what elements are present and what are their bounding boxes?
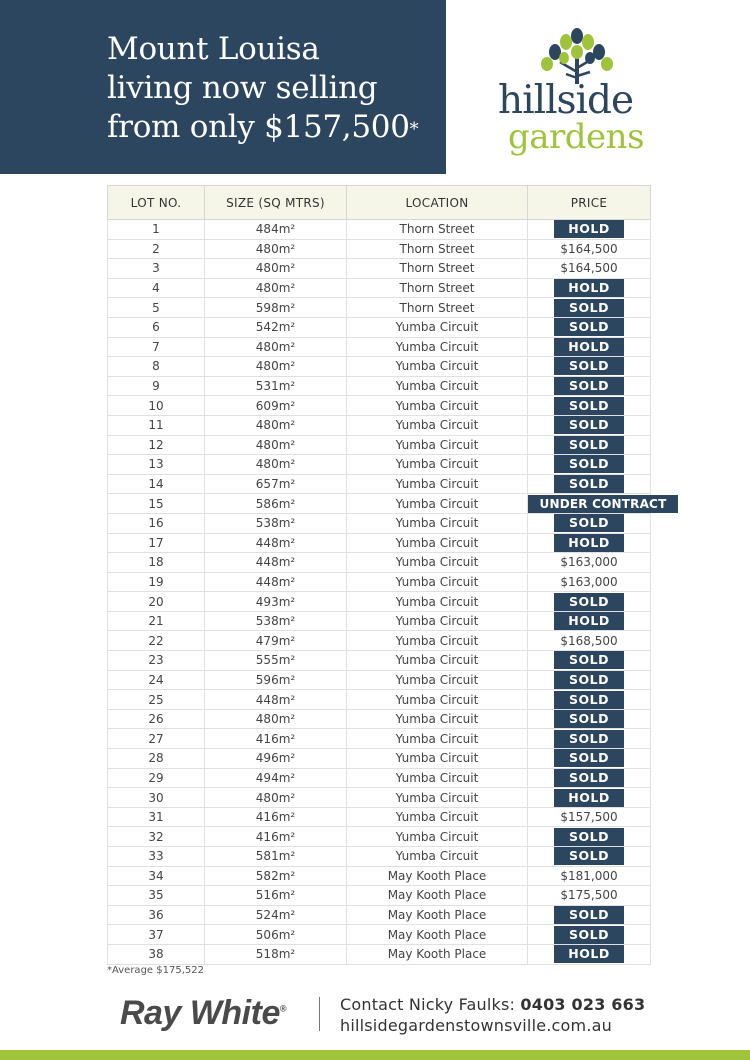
location-cell: May Kooth Place bbox=[347, 886, 528, 906]
location-cell: Yumba Circuit bbox=[347, 807, 528, 827]
table-row bbox=[108, 278, 651, 298]
status-badge: HOLD bbox=[554, 789, 624, 807]
status-badge: HOLD bbox=[554, 338, 624, 356]
status-badge: HOLD bbox=[554, 612, 624, 630]
status-badge: SOLD bbox=[554, 691, 624, 709]
table-row bbox=[108, 631, 651, 651]
status-badge: SOLD bbox=[554, 318, 624, 336]
table-row bbox=[108, 474, 651, 494]
size-cell: 609m² bbox=[205, 396, 347, 416]
price-cell bbox=[528, 788, 651, 808]
ray-white-text: Ray White bbox=[120, 994, 280, 1032]
price-cell bbox=[528, 670, 651, 690]
location-cell: Yumba Circuit bbox=[347, 455, 528, 475]
price-cell bbox=[528, 925, 651, 945]
price-value: $164,500 bbox=[560, 261, 618, 276]
status-badge: SOLD bbox=[554, 671, 624, 689]
location-cell: Yumba Circuit bbox=[347, 651, 528, 671]
location-cell: Yumba Circuit bbox=[347, 317, 528, 337]
size-cell: 531m² bbox=[205, 376, 347, 396]
price-cell bbox=[528, 807, 651, 827]
status-badge: SOLD bbox=[554, 475, 624, 493]
location-cell: Yumba Circuit bbox=[347, 415, 528, 435]
price-cell bbox=[528, 435, 651, 455]
size-cell: 480m² bbox=[205, 788, 347, 808]
table-row bbox=[108, 709, 651, 729]
price-cell bbox=[528, 572, 651, 592]
status-badge: SOLD bbox=[554, 651, 624, 669]
size-cell: 480m² bbox=[205, 259, 347, 279]
contact-phone[interactable]: 0403 023 663 bbox=[520, 995, 646, 1014]
table-row bbox=[108, 925, 651, 945]
size-cell: 480m² bbox=[205, 357, 347, 377]
location-cell: Yumba Circuit bbox=[347, 572, 528, 592]
price-cell bbox=[528, 396, 651, 416]
price-cell bbox=[528, 944, 651, 964]
lot-number-cell: 20 bbox=[108, 592, 205, 612]
price-cell bbox=[528, 768, 651, 788]
header-price: PRICE bbox=[528, 186, 651, 220]
table-row bbox=[108, 768, 651, 788]
lot-number-cell: 14 bbox=[108, 474, 205, 494]
status-badge: HOLD bbox=[554, 220, 624, 238]
header-size: SIZE (SQ MTRS) bbox=[205, 186, 347, 220]
location-cell: Yumba Circuit bbox=[347, 474, 528, 494]
lot-number-cell: 2 bbox=[108, 239, 205, 259]
size-cell: 480m² bbox=[205, 455, 347, 475]
headline-asterisk: * bbox=[409, 119, 419, 140]
table-row bbox=[108, 905, 651, 925]
price-cell bbox=[528, 905, 651, 925]
price-cell bbox=[528, 886, 651, 906]
lot-number-cell: 23 bbox=[108, 651, 205, 671]
table-row bbox=[108, 239, 651, 259]
price-cell bbox=[528, 690, 651, 710]
price-value: $157,500 bbox=[560, 810, 618, 825]
table-row bbox=[108, 259, 651, 279]
size-cell: 657m² bbox=[205, 474, 347, 494]
size-cell: 479m² bbox=[205, 631, 347, 651]
location-cell: Thorn Street bbox=[347, 220, 528, 240]
size-cell: 555m² bbox=[205, 651, 347, 671]
price-cell bbox=[528, 220, 651, 240]
lot-number-cell: 1 bbox=[108, 220, 205, 240]
size-cell: 480m² bbox=[205, 709, 347, 729]
location-cell: Yumba Circuit bbox=[347, 494, 528, 514]
price-cell bbox=[528, 827, 651, 847]
lot-number-cell: 29 bbox=[108, 768, 205, 788]
size-cell: 480m² bbox=[205, 239, 347, 259]
status-badge: SOLD bbox=[554, 436, 624, 454]
table-row bbox=[108, 337, 651, 357]
status-badge: HOLD bbox=[554, 279, 624, 297]
table-row bbox=[108, 553, 651, 573]
status-badge: SOLD bbox=[554, 926, 624, 944]
price-cell bbox=[528, 866, 651, 886]
table-row bbox=[108, 572, 651, 592]
status-badge: SOLD bbox=[554, 357, 624, 375]
lot-number-cell: 32 bbox=[108, 827, 205, 847]
location-cell: Yumba Circuit bbox=[347, 670, 528, 690]
lot-number-cell: 12 bbox=[108, 435, 205, 455]
logo-hillside-text: hillside bbox=[498, 78, 634, 123]
location-cell: Yumba Circuit bbox=[347, 396, 528, 416]
lots-table-body bbox=[108, 220, 667, 965]
table-row bbox=[108, 729, 651, 749]
location-cell: Yumba Circuit bbox=[347, 533, 528, 553]
price-cell bbox=[528, 553, 651, 573]
size-cell: 596m² bbox=[205, 670, 347, 690]
price-cell bbox=[528, 533, 651, 553]
location-cell: Thorn Street bbox=[347, 239, 528, 259]
headline-line-1: Mount Louisa bbox=[107, 31, 320, 67]
price-cell bbox=[528, 474, 651, 494]
table-row bbox=[108, 455, 651, 475]
price-cell bbox=[528, 651, 651, 671]
price-cell bbox=[528, 259, 651, 279]
location-cell: Yumba Circuit bbox=[347, 827, 528, 847]
size-cell: 493m² bbox=[205, 592, 347, 612]
price-value: $163,000 bbox=[560, 574, 618, 589]
size-cell: 416m² bbox=[205, 729, 347, 749]
lot-number-cell: 16 bbox=[108, 513, 205, 533]
table-row bbox=[108, 611, 651, 631]
price-value: $164,500 bbox=[560, 241, 618, 256]
lot-number-cell: 33 bbox=[108, 847, 205, 867]
size-cell: 484m² bbox=[205, 220, 347, 240]
size-cell: 448m² bbox=[205, 533, 347, 553]
table-row bbox=[108, 749, 651, 769]
size-cell: 518m² bbox=[205, 944, 347, 964]
lot-number-cell: 5 bbox=[108, 298, 205, 318]
header-lot-no: LOT NO. bbox=[108, 186, 205, 220]
price-value: $175,500 bbox=[560, 888, 618, 903]
location-cell: May Kooth Place bbox=[347, 944, 528, 964]
price-cell bbox=[528, 357, 651, 377]
lot-number-cell: 38 bbox=[108, 944, 205, 964]
price-cell bbox=[528, 278, 651, 298]
lot-number-cell: 18 bbox=[108, 553, 205, 573]
size-cell: 516m² bbox=[205, 886, 347, 906]
average-footnote: *Average $175,522 bbox=[107, 965, 204, 976]
size-cell: 448m² bbox=[205, 553, 347, 573]
contact-line bbox=[340, 994, 645, 1015]
table-row bbox=[108, 298, 651, 318]
size-cell: 448m² bbox=[205, 572, 347, 592]
size-cell: 586m² bbox=[205, 494, 347, 514]
price-cell bbox=[528, 337, 651, 357]
headline-price: from only $157,500 bbox=[107, 109, 410, 145]
price-cell bbox=[528, 494, 667, 514]
lot-number-cell: 22 bbox=[108, 631, 205, 651]
lot-number-cell: 36 bbox=[108, 905, 205, 925]
table-header-row bbox=[108, 186, 651, 220]
price-cell bbox=[528, 729, 651, 749]
price-cell bbox=[528, 376, 651, 396]
size-cell: 582m² bbox=[205, 866, 347, 886]
lot-number-cell: 11 bbox=[108, 415, 205, 435]
table-row bbox=[108, 376, 651, 396]
location-cell: May Kooth Place bbox=[347, 925, 528, 945]
table-row bbox=[108, 494, 651, 514]
lot-number-cell: 7 bbox=[108, 337, 205, 357]
status-badge: SOLD bbox=[554, 769, 624, 787]
location-cell: Yumba Circuit bbox=[347, 631, 528, 651]
location-cell: May Kooth Place bbox=[347, 866, 528, 886]
table-row bbox=[108, 847, 651, 867]
price-cell bbox=[528, 415, 651, 435]
size-cell: 480m² bbox=[205, 278, 347, 298]
status-badge: HOLD bbox=[554, 945, 624, 963]
price-value: $168,500 bbox=[560, 633, 618, 648]
location-cell: Yumba Circuit bbox=[347, 376, 528, 396]
ray-white-logo bbox=[120, 994, 286, 1033]
lot-number-cell: 19 bbox=[108, 572, 205, 592]
table-row bbox=[108, 690, 651, 710]
size-cell: 524m² bbox=[205, 905, 347, 925]
price-cell bbox=[528, 611, 651, 631]
location-cell: Yumba Circuit bbox=[347, 847, 528, 867]
size-cell: 506m² bbox=[205, 925, 347, 945]
price-value: $163,000 bbox=[560, 555, 618, 570]
location-cell: Yumba Circuit bbox=[347, 337, 528, 357]
location-cell: May Kooth Place bbox=[347, 905, 528, 925]
size-cell: 598m² bbox=[205, 298, 347, 318]
headline bbox=[107, 30, 437, 147]
table-row bbox=[108, 357, 651, 377]
size-cell: 496m² bbox=[205, 749, 347, 769]
status-badge: SOLD bbox=[554, 828, 624, 846]
price-cell bbox=[528, 592, 651, 612]
lot-number-cell: 10 bbox=[108, 396, 205, 416]
status-badge: SOLD bbox=[554, 906, 624, 924]
table-row bbox=[108, 866, 651, 886]
table-row bbox=[108, 513, 651, 533]
size-cell: 416m² bbox=[205, 827, 347, 847]
logo-gardens-text: gardens bbox=[508, 117, 645, 157]
table-row bbox=[108, 944, 651, 964]
lot-number-cell: 30 bbox=[108, 788, 205, 808]
headline-line-3 bbox=[107, 108, 437, 147]
table-row bbox=[108, 827, 651, 847]
location-cell: Yumba Circuit bbox=[347, 357, 528, 377]
location-cell: Yumba Circuit bbox=[347, 513, 528, 533]
table-row bbox=[108, 788, 651, 808]
size-cell: 542m² bbox=[205, 317, 347, 337]
location-cell: Yumba Circuit bbox=[347, 709, 528, 729]
website-link[interactable]: hillsidegardenstownsville.com.au bbox=[340, 1016, 612, 1035]
size-cell: 538m² bbox=[205, 513, 347, 533]
status-badge: SOLD bbox=[554, 377, 624, 395]
table-row bbox=[108, 396, 651, 416]
status-badge: UNDER CONTRACT bbox=[528, 495, 678, 513]
lot-number-cell: 25 bbox=[108, 690, 205, 710]
location-cell: Yumba Circuit bbox=[347, 690, 528, 710]
table-row bbox=[108, 807, 651, 827]
price-cell bbox=[528, 847, 651, 867]
lot-number-cell: 13 bbox=[108, 455, 205, 475]
lot-number-cell: 31 bbox=[108, 807, 205, 827]
lot-number-cell: 9 bbox=[108, 376, 205, 396]
location-cell: Yumba Circuit bbox=[347, 435, 528, 455]
table-row bbox=[108, 670, 651, 690]
size-cell: 480m² bbox=[205, 337, 347, 357]
tree-icon bbox=[538, 28, 616, 84]
price-cell bbox=[528, 631, 651, 651]
table-row bbox=[108, 435, 651, 455]
location-cell: Yumba Circuit bbox=[347, 749, 528, 769]
price-cell bbox=[528, 749, 651, 769]
price-cell bbox=[528, 298, 651, 318]
footer-green-bar bbox=[0, 1050, 750, 1060]
location-cell: Yumba Circuit bbox=[347, 611, 528, 631]
headline-line-2: living now selling bbox=[107, 70, 378, 106]
lot-number-cell: 17 bbox=[108, 533, 205, 553]
location-cell: Thorn Street bbox=[347, 298, 528, 318]
size-cell: 448m² bbox=[205, 690, 347, 710]
status-badge: SOLD bbox=[554, 593, 624, 611]
contact-label: Contact Nicky Faulks: bbox=[340, 995, 516, 1014]
lot-number-cell: 28 bbox=[108, 749, 205, 769]
table-row bbox=[108, 415, 651, 435]
hillside-gardens-logo bbox=[492, 28, 662, 164]
location-cell: Yumba Circuit bbox=[347, 729, 528, 749]
status-badge: SOLD bbox=[554, 397, 624, 415]
lot-number-cell: 37 bbox=[108, 925, 205, 945]
status-badge: HOLD bbox=[554, 534, 624, 552]
lot-number-cell: 24 bbox=[108, 670, 205, 690]
status-badge: SOLD bbox=[554, 710, 624, 728]
lot-number-cell: 8 bbox=[108, 357, 205, 377]
table-row bbox=[108, 533, 651, 553]
status-badge: SOLD bbox=[554, 847, 624, 865]
size-cell: 480m² bbox=[205, 435, 347, 455]
status-badge: SOLD bbox=[554, 514, 624, 532]
size-cell: 538m² bbox=[205, 611, 347, 631]
location-cell: Yumba Circuit bbox=[347, 768, 528, 788]
location-cell: Thorn Street bbox=[347, 278, 528, 298]
lot-number-cell: 15 bbox=[108, 494, 205, 514]
size-cell: 494m² bbox=[205, 768, 347, 788]
lots-table bbox=[107, 185, 667, 965]
contact-block bbox=[340, 994, 645, 1036]
location-cell: Yumba Circuit bbox=[347, 592, 528, 612]
status-badge: SOLD bbox=[554, 749, 624, 767]
lot-number-cell: 26 bbox=[108, 709, 205, 729]
lot-number-cell: 4 bbox=[108, 278, 205, 298]
lot-number-cell: 6 bbox=[108, 317, 205, 337]
location-cell: Thorn Street bbox=[347, 259, 528, 279]
price-cell bbox=[528, 709, 651, 729]
table-row bbox=[108, 592, 651, 612]
status-badge: SOLD bbox=[554, 455, 624, 473]
lot-number-cell: 3 bbox=[108, 259, 205, 279]
status-badge: SOLD bbox=[554, 730, 624, 748]
price-value: $181,000 bbox=[560, 868, 618, 883]
size-cell: 581m² bbox=[205, 847, 347, 867]
header-banner bbox=[0, 0, 446, 174]
location-cell: Yumba Circuit bbox=[347, 788, 528, 808]
lot-number-cell: 34 bbox=[108, 866, 205, 886]
table-row bbox=[108, 317, 651, 337]
lot-number-cell: 27 bbox=[108, 729, 205, 749]
lot-number-cell: 21 bbox=[108, 611, 205, 631]
registered-mark: ® bbox=[279, 1003, 286, 1014]
table-row bbox=[108, 220, 651, 240]
lot-number-cell: 35 bbox=[108, 886, 205, 906]
price-cell bbox=[528, 513, 651, 533]
footer-divider bbox=[319, 997, 320, 1031]
price-cell bbox=[528, 239, 651, 259]
price-cell bbox=[528, 317, 651, 337]
table-row bbox=[108, 651, 651, 671]
status-badge: SOLD bbox=[554, 416, 624, 434]
status-badge: SOLD bbox=[554, 299, 624, 317]
size-cell: 416m² bbox=[205, 807, 347, 827]
size-cell: 480m² bbox=[205, 415, 347, 435]
location-cell: Yumba Circuit bbox=[347, 553, 528, 573]
table-row bbox=[108, 886, 651, 906]
price-cell bbox=[528, 455, 651, 475]
header-location: LOCATION bbox=[347, 186, 528, 220]
